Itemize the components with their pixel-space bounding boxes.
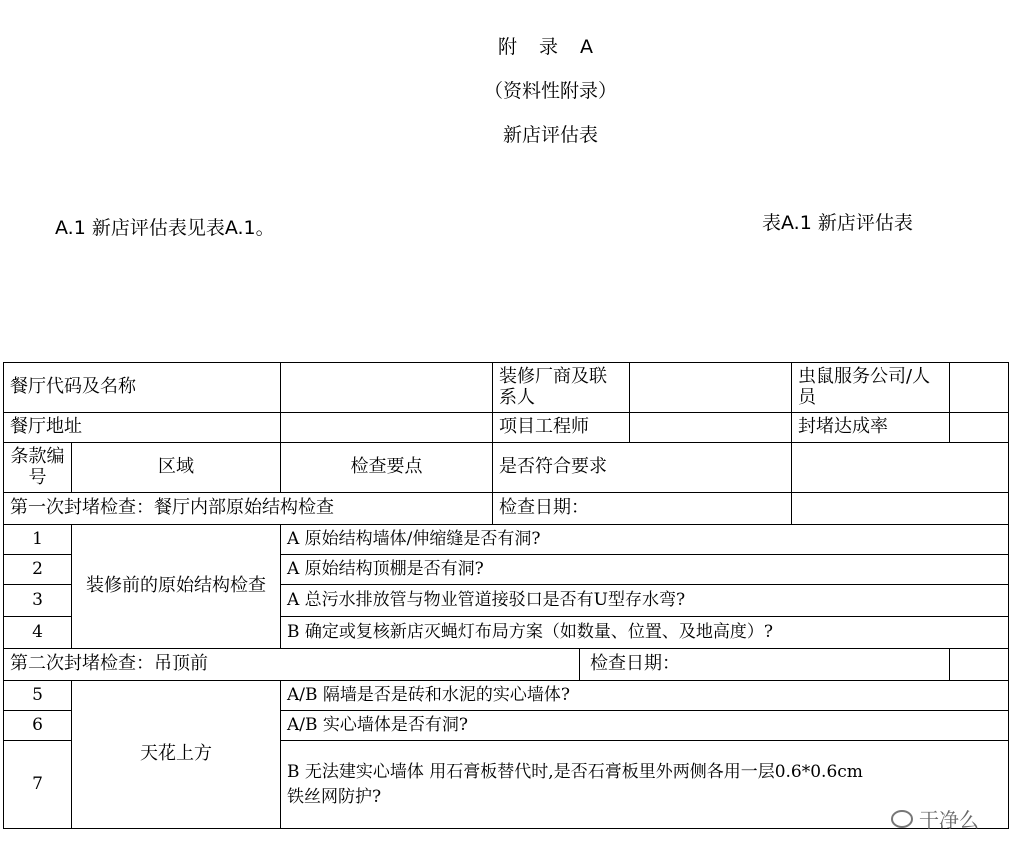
restaurant-code-value [281, 363, 493, 413]
pest-service-value [950, 363, 1009, 413]
check-item: A 原始结构顶棚是否有洞? [281, 555, 1009, 585]
section1-row [4, 493, 1009, 525]
check-item: B 无法建实心墙体 用石膏板替代时,是否石膏板里外两侧各用一层0.6*0.6cm铁丝网防护? [281, 741, 1009, 829]
restaurant-code-label: 餐厅代码及名称 [4, 363, 281, 413]
section2-title: 第二次封堵检查：吊顶前 [4, 649, 580, 681]
section1-date-label: 检查日期： [493, 493, 792, 525]
check-item: A 总污水排放管与物业管道接驳口是否有U型存水弯? [281, 585, 1009, 617]
info-row-1 [4, 363, 1009, 413]
check-points-header: 检查要点 [281, 443, 493, 493]
watermark-text: 干净么 [919, 808, 979, 832]
section2-date-label: 检查日期： [580, 649, 950, 681]
document-title: 新店评估表 [502, 124, 598, 146]
clause-number: 1 [4, 525, 72, 555]
clause-number: 3 [4, 585, 72, 617]
intro-text: A.1 新店评估表见表A.1。 [55, 217, 275, 239]
area-header: 区域 [72, 443, 281, 493]
check-item: A/B 隔墙是否是砖和水泥的实心墙体? [281, 681, 1009, 711]
section1-date-value [792, 493, 1009, 525]
pest-service-label: 虫鼠服务公司/人员 [792, 363, 950, 413]
clause-no-header: 条款编号 [4, 443, 72, 493]
restaurant-address-label: 餐厅地址 [4, 413, 281, 443]
contractor-value [630, 363, 792, 413]
clause-number: 4 [4, 617, 72, 649]
clause-number: 6 [4, 711, 72, 741]
check-item: A/B 实心墙体是否有洞? [281, 711, 1009, 741]
check-item: B 确定或复核新店灭蝇灯布局方案（如数量、位置、及地高度）? [281, 617, 1009, 649]
section2-date-value [950, 649, 1009, 681]
appendix-heading: 附 录 A [497, 36, 602, 58]
compliance-header: 是否符合要求 [493, 443, 792, 493]
sealing-rate-value [950, 413, 1009, 443]
section1-title: 第一次封堵检查：餐厅内部原始结构检查 [4, 493, 493, 525]
section1-area: 装修前的原始结构检查 [72, 525, 281, 649]
clause-number: 5 [4, 681, 72, 711]
clause-number: 7 [4, 741, 72, 829]
restaurant-address-value [281, 413, 493, 443]
info-row-2 [4, 413, 1009, 443]
wechat-icon [891, 810, 913, 828]
table-caption: 表A.1 新店评估表 [762, 212, 913, 234]
section2-area: 天花上方 [72, 681, 281, 829]
section2-row [4, 649, 1009, 681]
evaluation-table [3, 362, 1009, 829]
compliance-blank [792, 443, 1009, 493]
table-row [4, 525, 1009, 555]
project-engineer-label: 项目工程师 [493, 413, 630, 443]
column-header-row [4, 443, 1009, 493]
clause-number: 2 [4, 555, 72, 585]
table-row [4, 681, 1009, 711]
sealing-rate-label: 封堵达成率 [792, 413, 950, 443]
check-item: A 原始结构墙体/伸缩缝是否有洞? [281, 525, 1009, 555]
project-engineer-value [630, 413, 792, 443]
appendix-nature: （资料性附录） [483, 80, 617, 102]
contractor-label: 装修厂商及联系人 [493, 363, 630, 413]
watermark [891, 804, 979, 833]
